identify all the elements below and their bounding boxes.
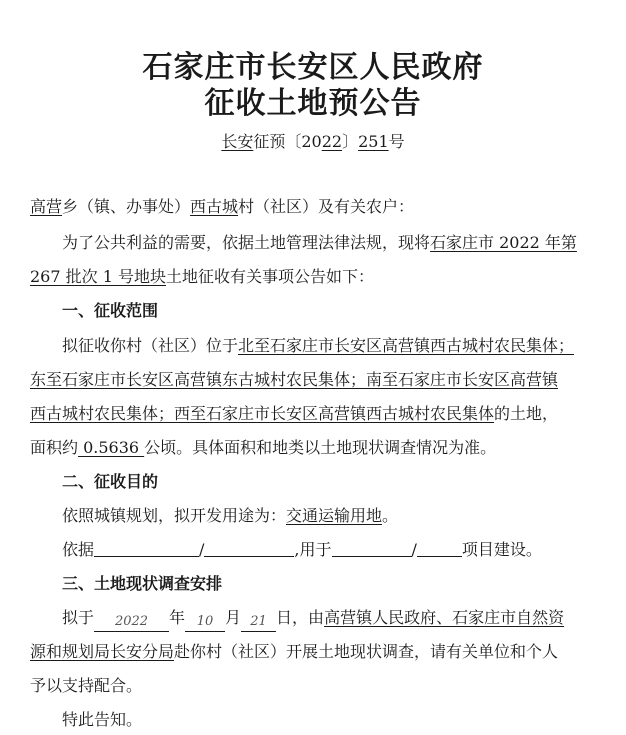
section2-line-1: 依照城镇规划，拟开发用途为：交通运输用地。 xyxy=(62,506,399,525)
addressee-line: 高营乡（镇、办事处）西古城村（社区）及有关农户： xyxy=(30,197,415,216)
section3-line-2: 源和规划局长安分局赴你村（社区）开展土地现状调查，请有关单位和个人 xyxy=(30,642,559,661)
section3-line-1: 拟于 2022 年 10 月 21 日，由高营镇人民政府、石家庄市自然资 xyxy=(62,607,612,632)
blank-field xyxy=(417,540,462,557)
intro-line-2: 267 批次 1 号地块土地征收有关事项公告如下： xyxy=(30,267,374,286)
blank-field xyxy=(332,540,412,557)
intro-line-1: 为了公共利益的需要，依据土地管理法律法规，现将石家庄市 2022 年第 xyxy=(62,233,577,252)
document-number: 长安征预〔2022〕251号 xyxy=(221,132,405,151)
section2-line-2: 依据 / ,用于 / 项目建设。 xyxy=(62,540,542,559)
section1-line-1: 拟征收你村（社区）位于北至石家庄市长安区高营镇西古城村农民集体； xyxy=(62,336,575,355)
section3-heading: 三、土地现状调查安排 xyxy=(62,574,223,593)
notice-title-line2: 征收土地预公告 xyxy=(204,86,422,121)
area-value: 0.5636 xyxy=(78,438,145,457)
section3-line-3: 予以支持配合。 xyxy=(30,676,143,695)
notice-title-line1: 石家庄市长安区人民政府 xyxy=(142,50,484,85)
section2-heading: 二、征收目的 xyxy=(62,472,159,491)
blank-field xyxy=(94,540,199,557)
closing-line: 特此告知。 xyxy=(62,710,143,729)
section1-heading: 一、征收范围 xyxy=(62,301,159,320)
handwritten-month: 10 xyxy=(185,613,225,632)
section1-line-4: 面积约 0.5636 公顷。具体面积和地类以土地现状调查情况为准。 xyxy=(30,438,497,457)
handwritten-year: 2022 xyxy=(94,613,169,632)
blank-field xyxy=(204,540,294,557)
section1-line-2: 东至石家庄市长安区高营镇东古城村农民集体；南至石家庄市长安区高营镇 xyxy=(30,370,559,389)
section1-line-3: 西古城村农民集体；西至石家庄市长安区高营镇西古城村农民集体的土地， xyxy=(30,404,559,423)
handwritten-day: 21 xyxy=(241,613,276,632)
